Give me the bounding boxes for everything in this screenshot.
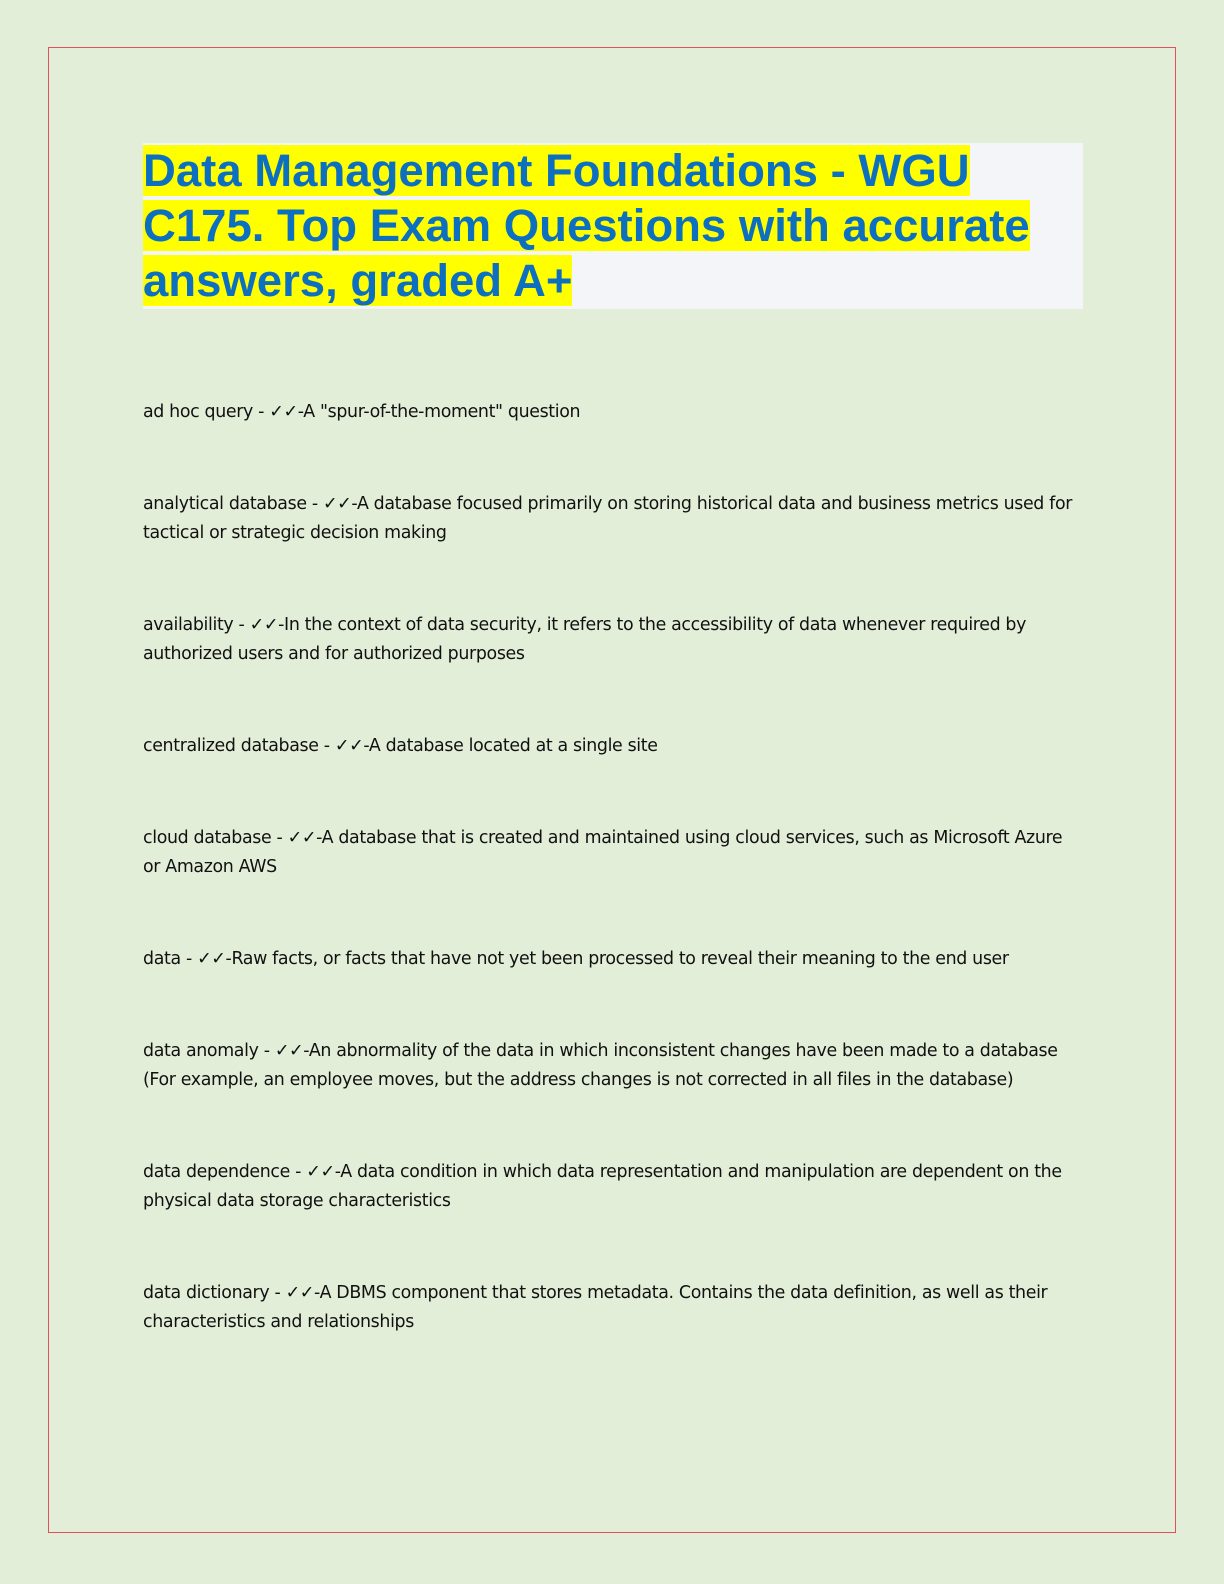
entry-definition: A DBMS component that stores metadata. Contains the data definition, as well as their characteristics and relationships bbox=[143, 1283, 1048, 1332]
flashcard-entry bbox=[143, 824, 1083, 882]
entry-term: data anomaly bbox=[143, 1041, 259, 1061]
entry-separator: - bbox=[306, 494, 323, 514]
entry-term: ad hoc query bbox=[143, 402, 253, 422]
entry-term: centralized database bbox=[143, 736, 319, 756]
entry-separator: - bbox=[252, 402, 270, 422]
check-icon: ✓✓ bbox=[249, 615, 279, 635]
page-border-corner-mark bbox=[1175, 47, 1176, 55]
entry-definition: An abnormality of the data in which inconsistent changes have been made to a database (For example, an employee moves, but the address changes is not corrected in all files in the database) bbox=[143, 1041, 1058, 1090]
entry-term: availability bbox=[143, 615, 234, 635]
check-icon: ✓✓ bbox=[322, 494, 352, 514]
answer-prefix: - bbox=[303, 1041, 309, 1061]
answer-prefix: - bbox=[316, 828, 322, 848]
flashcard-list bbox=[143, 398, 1083, 1400]
check-icon: ✓✓ bbox=[285, 1283, 315, 1303]
check-icon: ✓✓ bbox=[287, 828, 317, 848]
flashcard-entry bbox=[143, 611, 1083, 669]
entry-definition: In the context of data security, it refers to the accessibility of data whenever required by authorized users and for authorized purposes bbox=[143, 615, 1027, 664]
answer-prefix: - bbox=[278, 615, 285, 635]
entry-definition: Raw facts, or facts that have not yet been processed to reveal their meaning to the end user bbox=[231, 949, 1009, 969]
entry-definition: A database located at a single site bbox=[368, 736, 658, 756]
answer-prefix: - bbox=[334, 1162, 341, 1182]
flashcard-entry bbox=[143, 732, 1083, 761]
answer-prefix: - bbox=[363, 736, 369, 756]
entry-term: cloud database bbox=[143, 828, 272, 848]
document-title bbox=[143, 143, 1083, 308]
entry-separator: - bbox=[289, 1162, 307, 1182]
entry-separator: - bbox=[269, 1283, 286, 1303]
check-icon: ✓✓ bbox=[269, 402, 298, 422]
flashcard-entry bbox=[143, 1037, 1083, 1095]
flashcard-entry bbox=[143, 398, 1083, 427]
title-line-3: answers, graded A+ bbox=[143, 255, 573, 306]
check-icon: ✓✓ bbox=[197, 949, 226, 969]
entry-separator: - bbox=[180, 949, 198, 969]
entry-definition: A "spur-of-the-moment" question bbox=[303, 402, 581, 422]
entry-term: data dictionary bbox=[143, 1283, 270, 1303]
entry-definition: A data condition in which data representation and manipulation are dependent on the physical data storage characteristics bbox=[143, 1162, 1062, 1211]
entry-separator: - bbox=[271, 828, 288, 848]
check-icon: ✓✓ bbox=[306, 1162, 335, 1182]
check-icon: ✓✓ bbox=[274, 1041, 304, 1061]
check-icon: ✓✓ bbox=[334, 736, 364, 756]
flashcard-entry bbox=[143, 1279, 1083, 1337]
answer-prefix: - bbox=[351, 494, 357, 514]
flashcard-entry bbox=[143, 945, 1083, 974]
entry-separator: - bbox=[258, 1041, 275, 1061]
entry-term: data dependence bbox=[143, 1162, 290, 1182]
title-line-2: C175. Top Exam Questions with accurate bbox=[143, 200, 1030, 251]
entry-definition: A database focused primarily on storing historical data and business metrics used for tactical or strategic decision making bbox=[143, 494, 1073, 543]
answer-prefix: - bbox=[314, 1283, 320, 1303]
flashcard-entry bbox=[143, 490, 1083, 548]
title-line-1: Data Management Foundations - WGU bbox=[143, 145, 970, 196]
entry-separator: - bbox=[318, 736, 335, 756]
answer-prefix: - bbox=[297, 402, 304, 422]
entry-definition: A database that is created and maintained using cloud services, such as Microsoft Azure or Amazon AWS bbox=[143, 828, 1063, 877]
entry-term: data bbox=[143, 949, 181, 969]
flashcard-entry bbox=[143, 1158, 1083, 1216]
entry-separator: - bbox=[233, 615, 250, 635]
answer-prefix: - bbox=[225, 949, 232, 969]
entry-term: analytical database bbox=[143, 494, 307, 514]
